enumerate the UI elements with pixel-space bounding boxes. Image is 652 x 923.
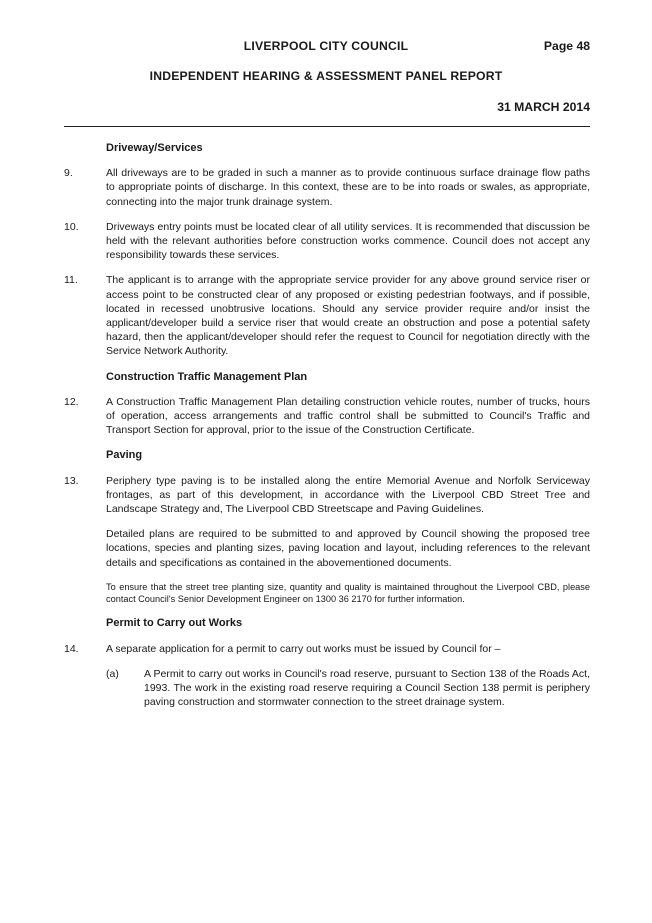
paving-note: To ensure that the street tree planting size, quantity and quality is maintained throughout the Liverpool CBD, please contact Council's Senior Development Engineer on 1300 36 2170 for further information.	[106, 581, 590, 605]
condition-item-13	[64, 474, 590, 517]
report-date: 31 MARCH 2014	[497, 100, 590, 114]
council-name: LIVERPOOL CITY COUNCIL	[243, 39, 409, 53]
item-number: 14.	[64, 642, 79, 655]
condition-item-14	[64, 642, 590, 656]
paving-paragraph: Detailed plans are required to be submitted to and approved by Council showing the proposed tree locations, species and planting sizes, paving location and layout, including references to the relevant details and specifications as contained in the abovementioned documents.	[106, 528, 590, 569]
item-number: 11.	[64, 274, 78, 287]
item-text: Periphery type paving is to be installed along the entire Memorial Avenue and Norfolk Serviceway frontages, as part of this development, in accordance with the Liverpool CBD Street Tree and Landscape Strategy and, The Liverpool CBD Streetscape and Paving Guidelines.	[106, 474, 590, 516]
section-heading-driveway: Driveway/Services	[106, 142, 203, 154]
condition-item-10	[64, 220, 590, 263]
condition-item-12	[64, 395, 590, 438]
item-number: 13.	[64, 474, 79, 487]
condition-item-11	[64, 273, 590, 358]
item-text: The applicant is to arrange with the appropriate service provider for any above ground service riser or access point to be constructed clear of any proposed or existing pedestrian footways, and if possible, located in recessed unobtrusive locations. Should any service provider require and/or insist the applicant/developer build a service riser that would create an obstruction and pose a potential safety hazard, then the applicant/developer should refer the request to Council for negotiation directly with the Service Network Authority.	[106, 274, 590, 358]
item-number: 12.	[64, 395, 79, 408]
item-text: All driveways are to be graded in such a manner as to provide continuous surface drainage flow paths to appropriate points of discharge. In this context, these are to be into roads or swales, as appropriate, connecting into the major trunk drainage system.	[106, 167, 590, 208]
item-text: A Construction Traffic Management Plan detailing construction vehicle routes, number of trucks, hours of operation, access arrangements and traffic control shall be submitted to Council's Traffic and Transport Section for approval, prior to the issue of the Construction Certificate.	[106, 395, 590, 437]
section-heading-paving: Paving	[106, 449, 143, 462]
item-number: 10.	[64, 220, 79, 233]
subitem-label: (a)	[106, 667, 119, 680]
item-number: 9.	[64, 167, 73, 180]
condition-subitem-14a	[106, 667, 590, 710]
item-text: A separate application for a permit to carry out works must be issued by Council for –	[106, 642, 501, 655]
report-title: INDEPENDENT HEARING & ASSESSMENT PANEL REPORT	[149, 69, 503, 83]
header-divider	[64, 126, 590, 127]
section-heading-permit: Permit to Carry out Works	[106, 617, 243, 630]
condition-item-9	[64, 166, 590, 209]
item-text: Driveways entry points must be located clear of all utility services. It is recommended that discussion be held with the relevant authorities before construction works commence. Council does not accept any responsibility towards these services.	[106, 220, 590, 262]
document-body	[64, 141, 590, 709]
section-heading-traffic: Construction Traffic Management Plan	[106, 370, 308, 383]
page-number: Page 48	[543, 39, 590, 53]
subitem-text: A Permit to carry out works in Council's road reserve, pursuant to Section 138 of the Roads Act, 1993. The work in the existing road reserve requiring a Council Section 138 permit is periphery paving construction and stormwater connection to the street drainage system.	[144, 667, 590, 709]
